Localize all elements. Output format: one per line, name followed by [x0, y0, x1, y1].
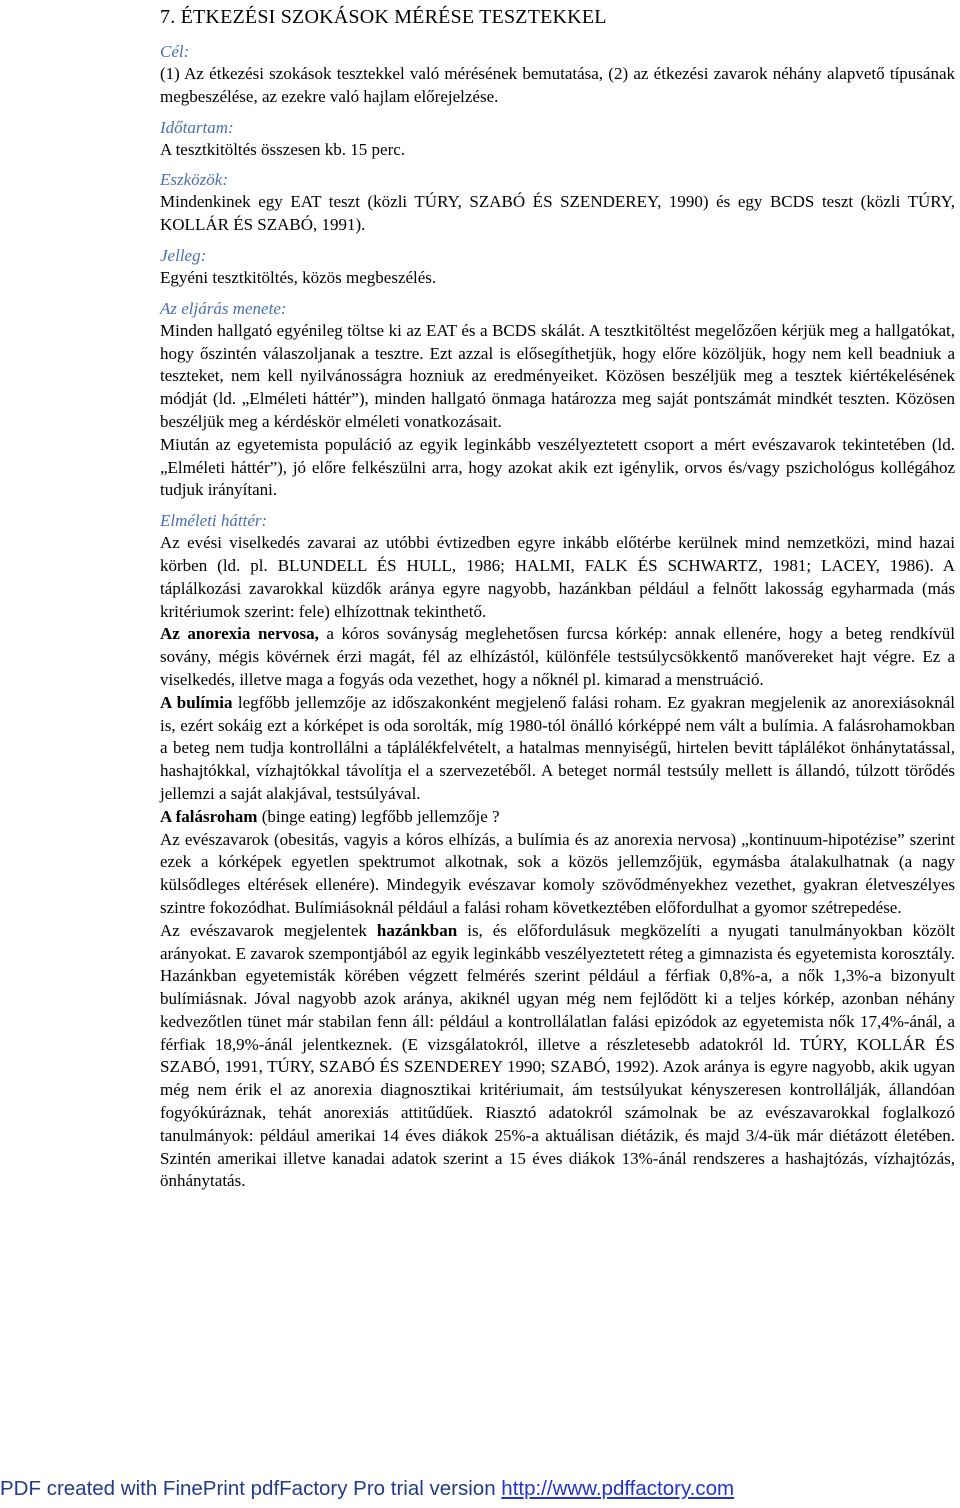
tools-text: Mindenkinek egy EAT teszt (közli TÚRY, SZABÓ ÉS SZENDEREY, 1990) és egy BCDS teszt (közli TÚRY, KOLLÁR ÉS SZABÓ, 1991). — [160, 192, 955, 235]
pdf-footer — [0, 1477, 960, 1501]
bulimia-term: A bulímia — [160, 692, 233, 712]
anorexia-text: a kóros soványság meglehetősen furcsa kórkép: annak ellenére, hogy a beteg rendkívül sovány, mégis kövérnek érzi magát, fél az elhízástól, különféle testsúlycsökkentő manővereket hajt végre. Ez a viselkedés, illetve maga a fogyás oda vezethet, hogy a nőknél pl. kimarad a menstruáció. — [160, 624, 955, 689]
footer-text: PDF created with FinePrint pdfFactory Pro trial version — [0, 1477, 502, 1500]
document-page — [160, 6, 955, 1201]
theory-paragraph-bulimia — [160, 692, 955, 806]
bulimia-text: legfőbb jellemzője az időszakonként megjelenő falási roham. Ez gyakran megjelenik az anorexiásoknál is, ezért sokáig ezt a kórképet is oda sorolták, míg 1980-tól önálló kórképpé nem vált a bulímia. A falásrohamokban a beteg nem tudja kontrollálni a táplálékfelvételt, a hatalmas mennyiségű, hirtelen bevitt táplálékot önhánytatással, hashajtókkal, vízhajtókkal távolítja el a szervezetéből. A beteget normál testsúly mellett is állandó, túlzott törődés jellemzi a saját alakjával, testsúlyával. — [160, 692, 955, 803]
hungary-term: hazánkban — [376, 920, 458, 940]
binge-term: A falásroham — [160, 806, 258, 826]
hungary-text-a: Az evészavarok megjelentek — [160, 920, 377, 940]
type-section — [160, 245, 955, 290]
tools-section — [160, 169, 955, 237]
goal-section — [160, 41, 955, 109]
anorexia-term: Az anorexia nervosa, — [160, 624, 319, 644]
procedure-text-2: Miután az egyetemista populáció az egyik leginkább veszélyeztetett csoport a mért evészavarok tekintetében (ld. „Elméleti háttér”), jó előre felkészülni arra, hogy azokat akik ezt igénylik, orvos és/vagy pszichológus kollégához tudjuk irányítani. — [160, 434, 955, 500]
footer-link[interactable]: http://www.pdffactory.com — [501, 1477, 735, 1500]
type-label: Jelleg: — [160, 245, 207, 265]
procedure-text: Minden hallgató egyénileg töltse ki az EAT és a BCDS skálát. A tesztkitöltést megelőzően kérjük meg a hallgatókat, hogy őszintén válaszoljanak a tesztre. Ezt azzal is elősegíthetjük, hogy előre közöljük, hogy nem kell beadniuk a teszteket, nem kell nyilvánosságra hozniuk az eredményeiket. Közösen beszéljük meg a tesztek kiértékelésének módját (ld. „Elméleti háttér”), minden hallgató önmaga határozza meg saját pontszámát mindkét teszten. Közösen beszéljük meg a kérdéskör elméleti vonatkozásait. — [160, 320, 955, 431]
hungary-text-b: is, és előfordulásuk megközelíti a nyugati tanulmányokban közölt arányokat. E zavarok szempontjából az egyik leginkább veszélyeztetett réteg a gimnazista és egyetemista korosztály. Hazánkban egyetemisták körében végzett felmérés szerint például a férfiak 0,8%-a, a nők 1,3%-a bizonyult bulímiásnak. Jóval nagyobb azok aránya, akiknél ugyan még nem fejlődött ki a teljes kórkép, azonban néhány kedvezőtlen tünet már stabilan fenn áll: például a kontrollálatlan falási epizódok az egyetemista nők 17,4%-ánál, a férfiak 18,9%-ánál jelentkeznek. (E vizsgálatokról, illetve a részletesebb adatokról ld. TÚRY, KOLLÁR ÉS SZABÓ, 1991, TÚRY, SZABÓ ÉS SZENDEREY 1990; SZABÓ, 1992). Azok aránya is egyre nagyobb, akik ugyan még nem érik el az anorexia diagnosztikai kritériumait, ám testsúlyukat kényszeresen kontrollálják, állandóan fogyókúráznak, tehát anorexiás attitűdűek. Riasztó adatokról számolnak be az evészavarokkal foglalkozó tanulmányok: például amerikai 14 éves diákok 25%-a aktuálisan diétázik, és majd 3/4-ük már diétázott életében. Szintén amerikai illetve kanadai adatok szerint a 15 éves diákok 13%-ánál rendszeres a hashajtózás, vízhajtózás, önhánytatás. — [160, 920, 955, 1191]
theory-label: Elméleti háttér: — [160, 511, 268, 531]
goal-text: (1) Az étkezési szokások tesztekkel való mérésének bemutatása, (2) az étkezési zavarok néhány alapvető típusának megbeszélése, az ezekre való hajlam előrejelzése. — [160, 64, 955, 106]
duration-section — [160, 117, 955, 162]
section-heading: 7. ÉTKEZÉSI SZOKÁSOK MÉRÉSE TESZTEKKEL — [160, 6, 607, 28]
goal-label: Cél: — [160, 42, 190, 61]
duration-label: Időtartam: — [160, 117, 234, 137]
type-text: Egyéni tesztkitöltés, közös megbeszélés. — [160, 267, 437, 287]
theory-paragraph-hungary — [160, 920, 955, 1194]
procedure-section — [160, 298, 955, 502]
theory-paragraph-continuum: Az evészavarok (obesitás, vagyis a kóros elhízás, a bulímia és az anorexia nervosa) „kontinuum-hipotézise” szerint ezek a kórképek egyetlen spektrumot alkotnak, sok a közös jellemzőjük, egymásba átalakulhatnak (a nagy külsődleges eltérések ellenére). Mindegyik evészavar komoly szövődményekhez vezethet, gyakran életveszélyes szintre fokozódhat. Bulímiásoknál például a falási roham következtében előfordulhat a gyomor szétrepedése. — [160, 829, 955, 917]
procedure-label: Az eljárás menete: — [160, 298, 287, 318]
theory-paragraph-1: Az evési viselkedés zavarai az utóbbi évtizedben egyre inkább előtérbe kerülnek mind nemzetközi, mind hazai körben (ld. pl. BLUNDELL ÉS HULL, 1986; HALMI, FALK ÉS SCHWARTZ, 1981; LACEY, 1986). A táplálkozási zavarokkal küzdők aránya egyre nagyobb, hazánkban például a felnőtt lakosság egyharmada (más kritériumok szerint: fele) elhízottnak tekinthető. — [160, 533, 955, 621]
theory-section — [160, 510, 955, 1193]
theory-paragraph-anorexia — [160, 623, 955, 691]
binge-text: (binge eating) legfőbb jellemzője ? — [257, 806, 500, 826]
duration-text: A tesztkitöltés összesen kb. 15 perc. — [160, 139, 406, 159]
tools-label: Eszközök: — [160, 170, 228, 190]
theory-paragraph-binge — [160, 806, 955, 829]
